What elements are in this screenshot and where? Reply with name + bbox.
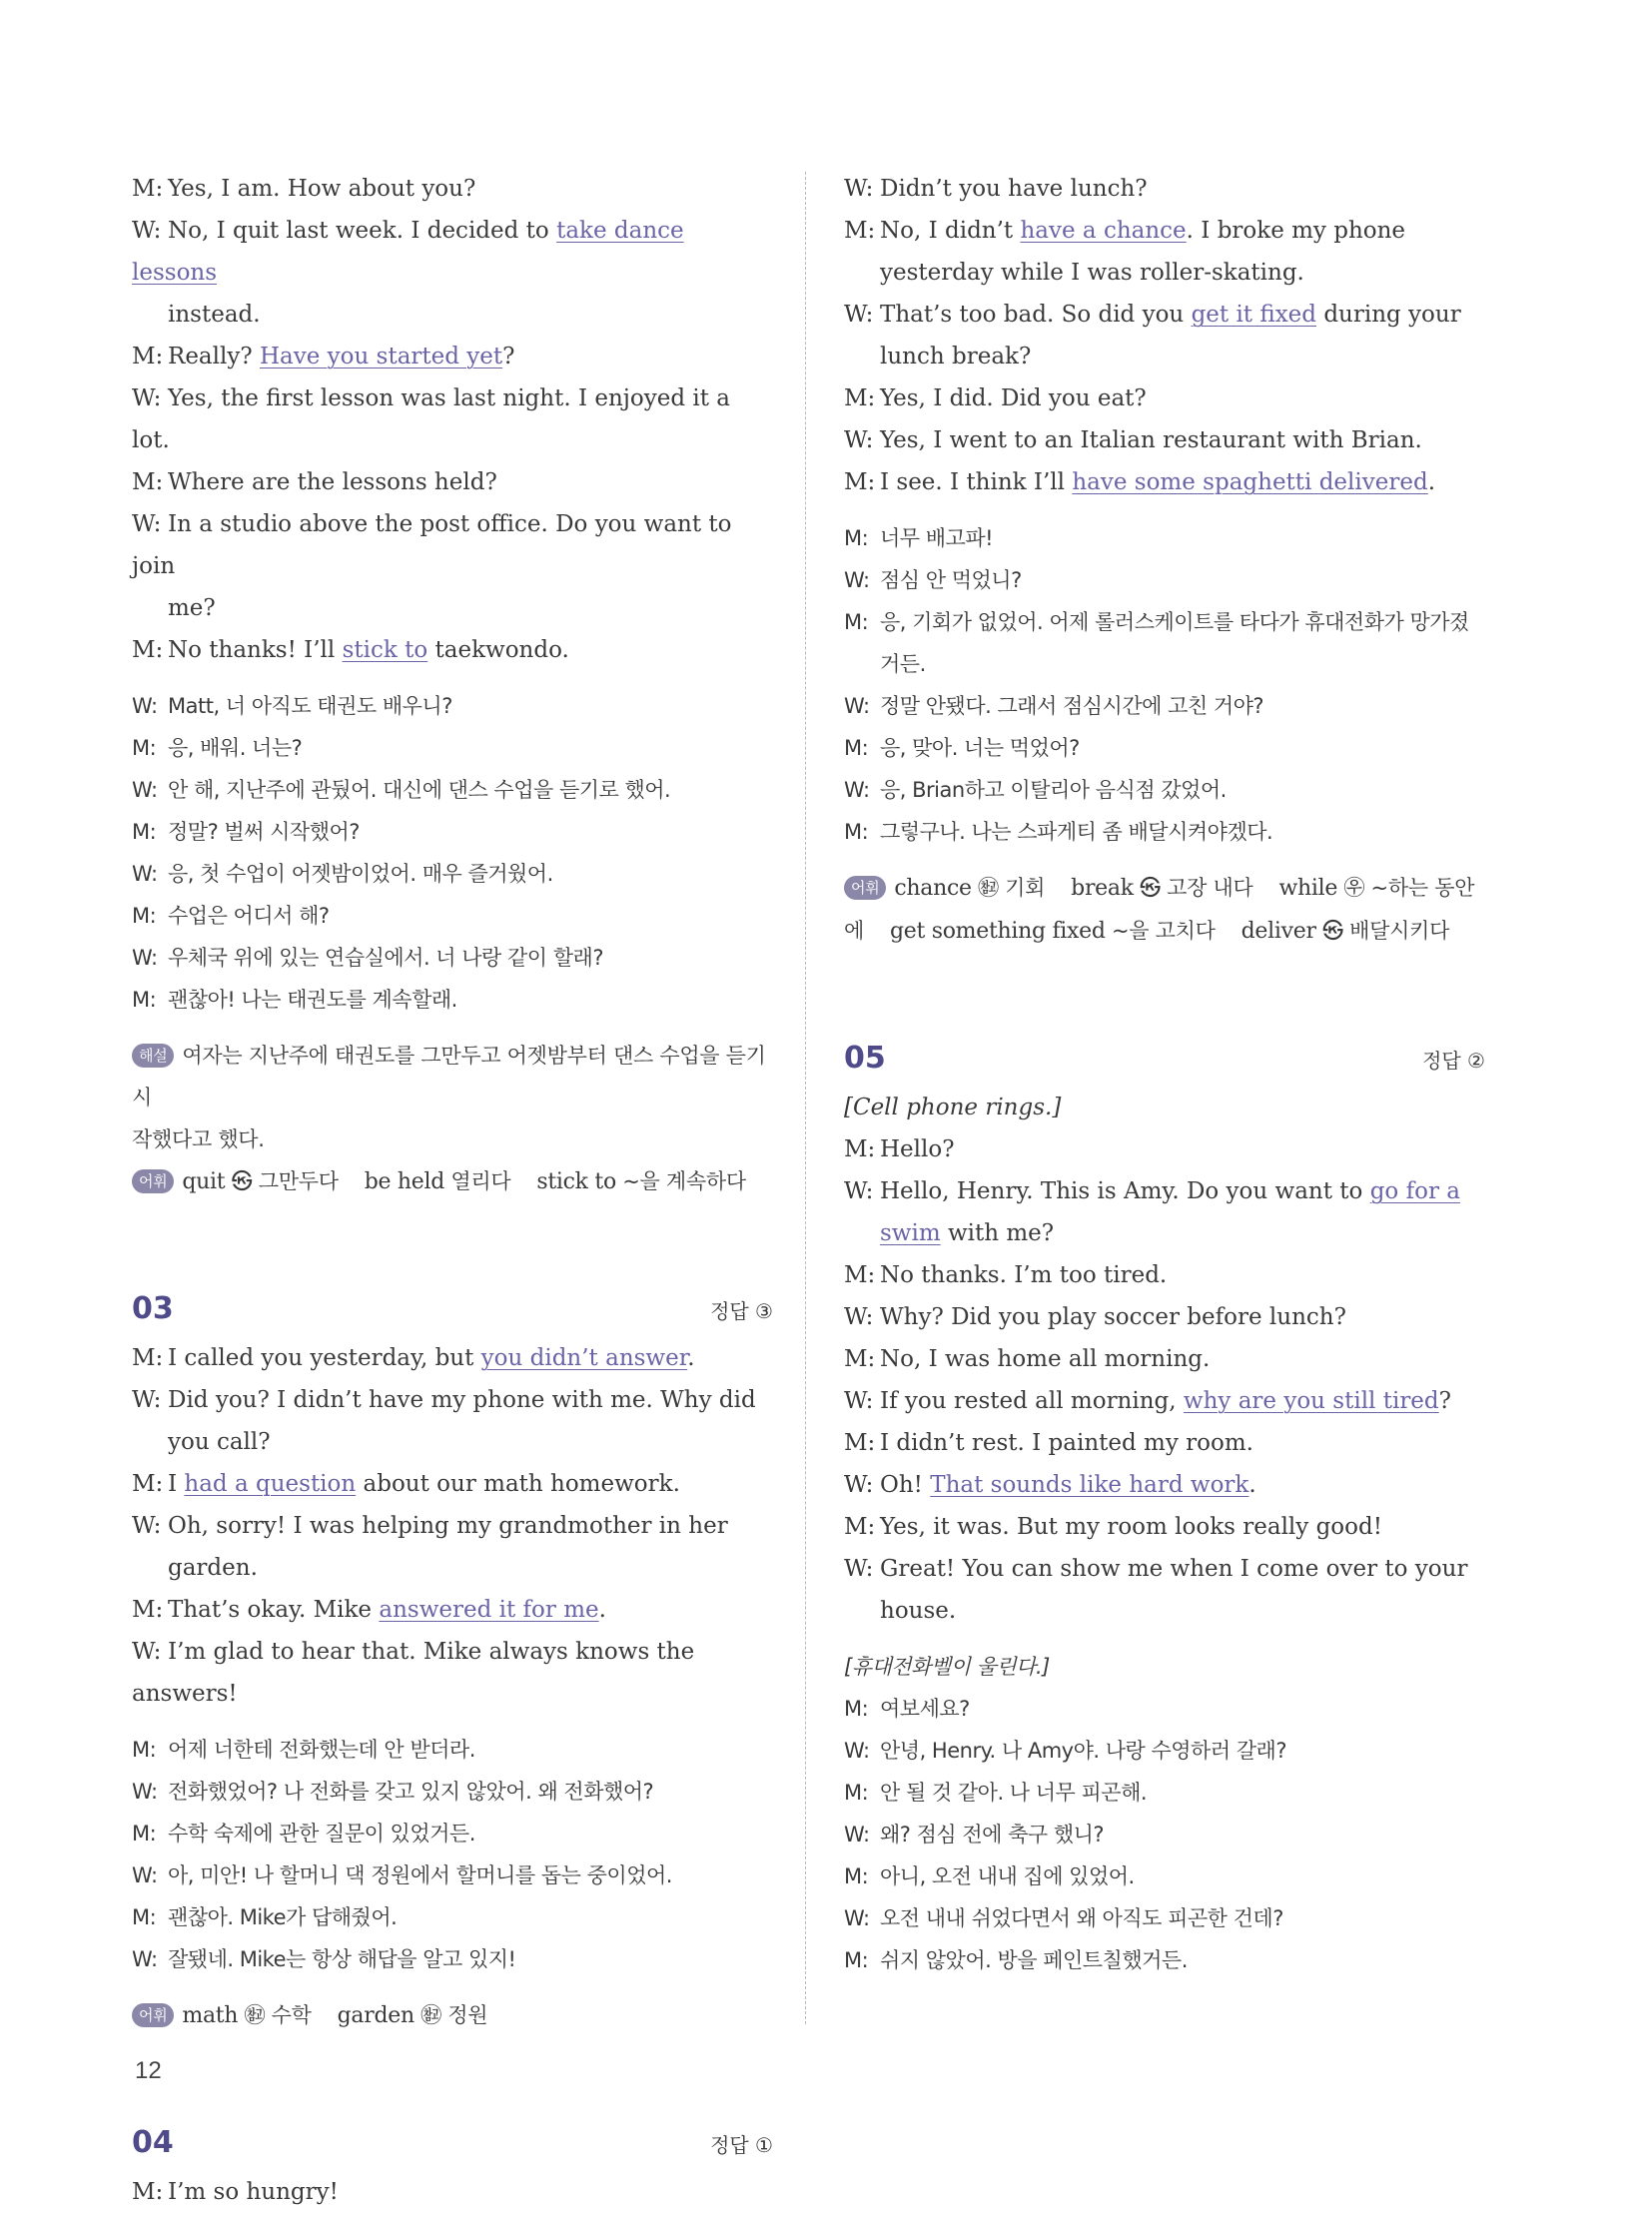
dialogue-text: 괜찮아. Mike가 답해줬어.: [168, 1905, 398, 1929]
dialogue-line: [844, 685, 1485, 727]
section-05-dialogue-en: [844, 1128, 1485, 1632]
dialogue-text: Yes, the first lesson was last night. I enjoyed it a lot.: [132, 385, 731, 453]
speaker-label: W:: [844, 778, 870, 802]
dialogue-text: 안 될 것 같아. 나 너무 피곤해.: [880, 1781, 1148, 1805]
speaker-label: W:: [844, 1178, 874, 1204]
section-04-dialogue-en: [132, 2171, 773, 2213]
dialogue-line: [844, 1170, 1485, 1212]
speaker-label: M:: [132, 1345, 164, 1371]
dialogue-text: Oh!: [880, 1472, 931, 1498]
dialogue-line: [844, 1897, 1485, 1939]
speaker-label: W:: [132, 1387, 162, 1413]
left-column: [132, 168, 773, 2213]
vocab-word: deliver: [1240, 919, 1316, 944]
underlined-phrase: stick to: [342, 637, 428, 663]
section-number: 03: [132, 1291, 174, 1326]
dialogue-line: [132, 1854, 773, 1896]
explanation-text: 여자는 지난주에 태권도를 그만두고 어젯밤부터 댄스 수업을 듣기 시: [132, 1044, 766, 1109]
dialogue-text: house.: [880, 1598, 957, 1624]
dialogue-line: [132, 811, 773, 853]
speaker-label: M:: [132, 904, 157, 928]
dialogue-line: [844, 1128, 1485, 1170]
speaker-label: M:: [844, 610, 869, 634]
speaker-label: M:: [844, 218, 876, 244]
dialogue-text: 너무 배고파!: [880, 526, 994, 550]
dialogue-line: [844, 517, 1485, 559]
dialogue-text: 오전 내내 쉬었다면서 왜 아직도 피곤한 건데?: [880, 1906, 1283, 1930]
dialogue-line: [844, 769, 1485, 811]
dialogue-line: [132, 294, 773, 336]
speaker-label: M:: [844, 1514, 876, 1540]
dialogue-text: .: [687, 1345, 695, 1371]
speaker-label: W:: [844, 1823, 870, 1846]
vocab-tag: 어휘: [844, 876, 886, 900]
speaker-label: M:: [844, 1697, 869, 1721]
speaker-label: M:: [844, 820, 869, 844]
stage-direction-ko: [휴대전화벨이 울린다.]: [844, 1655, 1050, 1679]
underlined-phrase: answered it for me: [379, 1597, 599, 1623]
dialogue-text: Didn’t you have lunch?: [880, 176, 1148, 202]
speaker-label: M:: [844, 385, 876, 411]
speaker-label: W:: [132, 1863, 158, 1887]
speaker-label: M:: [844, 1136, 876, 1162]
speaker-label: M:: [132, 736, 157, 760]
vocab-word: get something fixed: [890, 919, 1106, 944]
dialogue-text: I didn’t rest. I painted my room.: [880, 1430, 1253, 1456]
dialogue-line: [132, 1771, 773, 1813]
dialogue-text: Where are the lessons held?: [168, 469, 497, 495]
stage-direction: [Cell phone rings.]: [844, 1095, 1062, 1120]
speaker-label: M:: [132, 176, 164, 202]
dialogue-line: [844, 1590, 1485, 1632]
section-04-dialogue-en-cont: [844, 168, 1485, 503]
speaker-label: M:: [132, 1738, 157, 1762]
dialogue-line: [844, 336, 1485, 377]
dialogue-line: [844, 1688, 1485, 1730]
dialogue-text: That’s okay. Mike: [168, 1597, 380, 1623]
page-number: 12: [135, 2057, 162, 2084]
speaker-label: W:: [132, 218, 162, 244]
dialogue-line: [844, 1296, 1485, 1338]
dialogue-line: [844, 1422, 1485, 1464]
dialogue-line: [844, 559, 1485, 601]
dialogue-text: 수업은 어디서 해?: [168, 904, 330, 928]
vocab-prefix: 에: [844, 919, 864, 943]
dialogue-line: [132, 979, 773, 1021]
dialogue-line: [844, 210, 1485, 252]
vocab-word: chance: [894, 876, 972, 901]
dialogue-text: ?: [1438, 1388, 1451, 1414]
dialogue-line: [132, 727, 773, 769]
speaker-label: W:: [132, 946, 158, 970]
dialogue-line: [844, 601, 1485, 643]
dialogue-line: [132, 587, 773, 629]
dialogue-text: That’s too bad. So did you: [880, 302, 1192, 328]
dialogue-line: [132, 1463, 773, 1505]
dialogue-line: [132, 210, 773, 294]
underlined-phrase: Have you started yet: [260, 344, 503, 369]
dialogue-text: 여보세요?: [880, 1697, 970, 1721]
speaker-label: M:: [844, 526, 869, 550]
dialogue-text: Yes, I am. How about you?: [168, 176, 476, 202]
dialogue-text: No, I didn’t: [880, 218, 1021, 244]
speaker-label: M:: [844, 1781, 869, 1805]
dialogue-line: [132, 503, 773, 587]
dialogue-text: instead.: [168, 302, 261, 328]
dialogue-text: lunch break?: [880, 344, 1032, 369]
dialogue-text: Yes, I went to an Italian restaurant with Brian.: [880, 427, 1422, 453]
dialogue-text: Hello?: [880, 1136, 955, 1162]
dialogue-line: [132, 1938, 773, 1980]
vocab-meaning: ㉿ 고장 내다: [1133, 876, 1253, 900]
dialogue-line: [132, 336, 773, 377]
dialogue-line: [844, 643, 1485, 685]
dialogue-line: [132, 168, 773, 210]
dialogue-line: [844, 294, 1485, 336]
dialogue-line: [844, 1380, 1485, 1422]
speaker-label: M:: [132, 1822, 157, 1845]
dialogue-text: Oh, sorry! I was helping my grandmother in her: [168, 1513, 728, 1539]
speaker-label: W:: [132, 1947, 158, 1971]
dialogue-text: Why? Did you play soccer before lunch?: [880, 1304, 1346, 1330]
speaker-label: W:: [132, 1639, 162, 1665]
vocab-meaning: ~을 고치다: [1105, 919, 1216, 943]
speaker-label: W:: [132, 1780, 158, 1804]
dialogue-line: [132, 1421, 773, 1463]
speaker-label: W:: [844, 1739, 870, 1763]
speaker-label: M:: [132, 988, 157, 1012]
dialogue-line: [132, 1631, 773, 1715]
speaker-label: W:: [844, 1304, 874, 1330]
speaker-label: M:: [132, 1597, 164, 1623]
explanation-text-cont: 작했다고 했다.: [132, 1127, 265, 1151]
section-05-header: [844, 1033, 1485, 1085]
dialogue-line: [844, 1772, 1485, 1814]
section-03-dialogue-en: [132, 1337, 773, 1715]
dialogue-text: 응, 맞아. 너는 먹었어?: [880, 736, 1080, 760]
section-05-dialogue-ko: [844, 1688, 1485, 1981]
dialogue-line: [844, 1338, 1485, 1380]
speaker-label: M:: [132, 1471, 164, 1497]
dialogue-line: [844, 1464, 1485, 1506]
dialogue-line: [844, 1506, 1485, 1548]
dialogue-line: [132, 769, 773, 811]
dialogue-line: [132, 1729, 773, 1771]
speaker-label: W:: [844, 1906, 870, 1930]
underlined-phrase: swim: [880, 1220, 941, 1246]
dialogue-text: 안 해, 지난주에 관뒀어. 대신에 댄스 수업을 듣기로 했어.: [168, 778, 671, 802]
dialogue-text: .: [598, 1597, 606, 1623]
dialogue-text: 정말? 벌써 시작했어?: [168, 820, 360, 844]
speaker-label: M:: [844, 469, 876, 495]
dialogue-line: [132, 1379, 773, 1421]
speaker-label: M:: [132, 344, 164, 369]
dialogue-text: Yes, it was. But my room looks really good!: [880, 1514, 1382, 1540]
dialogue-text: ?: [502, 344, 515, 369]
dialogue-line: [132, 853, 773, 895]
vocab-04: [844, 867, 1485, 910]
speaker-label: W:: [132, 511, 162, 537]
speaker-label: W:: [844, 302, 874, 328]
vocab-meaning: ㉿ 배달시키다: [1315, 919, 1450, 943]
speaker-label: W:: [844, 1388, 874, 1414]
speaker-label: M:: [132, 1905, 157, 1929]
answer-label: 정답 ②: [1422, 1049, 1485, 1073]
vocab-word: quit: [182, 1169, 226, 1194]
dialogue-text: 괜찮아! 나는 태권도를 계속할래.: [168, 988, 457, 1012]
dialogue-text: Did you? I didn’t have my phone with me. Why did: [168, 1387, 756, 1413]
vocab-word: while: [1278, 876, 1338, 901]
dialogue-line: [844, 1254, 1485, 1296]
explanation-02: [132, 1035, 773, 1118]
dialogue-text: 응, 배워. 너는?: [168, 736, 303, 760]
dialogue-text: me?: [168, 595, 216, 621]
dialogue-text: 응, Brian하고 이탈리아 음식점 갔었어.: [880, 778, 1227, 802]
dialogue-line: [844, 461, 1485, 503]
speaker-label: W:: [132, 1513, 162, 1539]
dialogue-text: garden.: [168, 1555, 258, 1581]
dialogue-text: 정말 안됐다. 그래서 점심시간에 고친 거야?: [880, 694, 1264, 718]
dialogue-text: . I broke my phone: [1186, 218, 1406, 244]
section-03-dialogue-ko: [132, 1729, 773, 1980]
dialogue-text: If you rested all morning,: [880, 1388, 1184, 1414]
vocab-meaning: ㉼ 정원: [413, 2003, 488, 2027]
speaker-label: W:: [844, 694, 870, 718]
vocab-word: garden: [337, 2003, 414, 2028]
dialogue-line: [844, 168, 1485, 210]
speaker-label: W:: [132, 385, 162, 411]
vocab-meaning: ㉼ 기회: [971, 876, 1046, 900]
underlined-phrase: go for a: [1369, 1178, 1460, 1204]
vocab-tag: 어휘: [132, 1169, 174, 1193]
dialogue-line: [132, 1337, 773, 1379]
speaker-label: W:: [844, 1556, 874, 1582]
dialogue-line: [132, 461, 773, 503]
dialogue-line: [132, 377, 773, 461]
dialogue-text: 왜? 점심 전에 축구 했니?: [880, 1823, 1105, 1846]
speaker-label: M:: [844, 1864, 869, 1888]
dialogue-text: 우체국 위에 있는 연습실에서. 너 나랑 같이 할래?: [168, 946, 603, 970]
dialogue-line: [132, 2171, 773, 2213]
dialogue-text: No, I was home all morning.: [880, 1346, 1211, 1372]
speaker-label: W:: [132, 862, 158, 886]
dialogue-text: Great! You can show me when I come over to your: [880, 1556, 1468, 1582]
section-number: 04: [132, 2125, 174, 2160]
dialogue-line: [132, 1547, 773, 1589]
speaker-label: W:: [844, 568, 870, 592]
dialogue-text: 응, 기회가 없었어. 어제 롤러스케이트를 타다가 휴대전화가 망가졌: [880, 610, 1469, 634]
underlined-phrase: take dance lessons: [132, 218, 684, 286]
dialogue-text: No thanks. I’m too tired.: [880, 1262, 1168, 1288]
dialogue-text: Hello, Henry. This is Amy. Do you want to: [880, 1178, 1370, 1204]
column-divider: [805, 172, 806, 2024]
dialogue-text: Matt, 너 아직도 태권도 배우니?: [168, 694, 452, 718]
underlined-phrase: why are you still tired: [1183, 1388, 1439, 1414]
dialogue-line: [132, 1813, 773, 1854]
explanation-tag: 해설: [132, 1044, 174, 1068]
dialogue-text: 어제 너한테 전화했는데 안 받더라.: [168, 1738, 475, 1762]
dialogue-text: No thanks! I’ll: [168, 637, 343, 663]
speaker-label: M:: [132, 820, 157, 844]
vocab-04-cont: [844, 910, 1485, 953]
section-02-dialogue-ko: [132, 685, 773, 1021]
speaker-label: M:: [844, 1262, 876, 1288]
answer-label: 정답 ③: [710, 1299, 773, 1323]
dialogue-line: [132, 1896, 773, 1938]
dialogue-line: [844, 377, 1485, 419]
dialogue-text: I: [168, 1471, 185, 1497]
dialogue-text: about our math homework.: [356, 1471, 680, 1497]
dialogue-text: Yes, I did. Did you eat?: [880, 385, 1147, 411]
speaker-label: M:: [844, 1346, 876, 1372]
dialogue-line: [132, 937, 773, 979]
vocab-word: be held: [364, 1169, 445, 1194]
explanation-02-cont: [132, 1118, 773, 1160]
section-number: 05: [844, 1041, 886, 1076]
vocab-meaning: 열리다: [444, 1169, 511, 1193]
dialogue-line: [132, 1505, 773, 1547]
dialogue-text: I’m glad to hear that. Mike always knows the answers!: [132, 1639, 695, 1707]
dialogue-text: I called you yesterday, but: [168, 1345, 481, 1371]
dialogue-text: 응, 첫 수업이 어젯밤이었어. 매우 즐거웠어.: [168, 862, 553, 886]
vocab-meaning: ㉾ ~하는 동안: [1337, 876, 1475, 900]
dialogue-text: 수학 숙제에 관한 질문이 있었거든.: [168, 1822, 475, 1845]
section-03-header: [132, 1283, 773, 1335]
dialogue-line: [844, 1814, 1485, 1855]
speaker-label: M:: [132, 469, 164, 495]
section-04-dialogue-ko: [844, 517, 1485, 853]
dialogue-line: [844, 811, 1485, 853]
dialogue-text: you call?: [168, 1429, 271, 1455]
underlined-phrase: you didn’t answer: [480, 1345, 688, 1371]
answer-label: 정답 ①: [710, 2133, 773, 2157]
dialogue-text: with me?: [940, 1220, 1055, 1246]
vocab-meaning: ㉼ 수학: [238, 2003, 312, 2027]
speaker-label: W:: [132, 778, 158, 802]
dialogue-line: [132, 895, 773, 937]
dialogue-line: [844, 1730, 1485, 1772]
dialogue-line: [132, 685, 773, 727]
dialogue-text: 거든.: [880, 652, 926, 676]
vocab-meaning: ~을 계속하다: [615, 1169, 746, 1193]
dialogue-line: [844, 419, 1485, 461]
dialogue-text: I see. I think I’ll: [880, 469, 1073, 495]
dialogue-line: [844, 1939, 1485, 1981]
dialogue-text: .: [1248, 1472, 1256, 1498]
dialogue-text: during your: [1316, 302, 1461, 328]
section-02-dialogue-en: [132, 168, 773, 671]
dialogue-text: 그렇구나. 나는 스파게티 좀 배달시켜야겠다.: [880, 820, 1273, 844]
dialogue-text: I’m so hungry!: [168, 2179, 339, 2205]
dialogue-line: [132, 629, 773, 671]
dialogue-text: 점심 안 먹었니?: [880, 568, 1022, 592]
dialogue-text: In a studio above the post office. Do you want to join: [132, 511, 732, 579]
dialogue-line: [844, 1548, 1485, 1590]
vocab-word: stick to: [536, 1169, 616, 1194]
dialogue-text: No, I quit last week. I decided to: [168, 218, 557, 244]
speaker-label: M:: [132, 2179, 164, 2205]
dialogue-text: yesterday while I was roller-skating.: [880, 260, 1304, 286]
right-column: [844, 168, 1485, 1981]
dialogue-text: 쉬지 않았어. 방을 페인트칠했거든.: [880, 1948, 1188, 1972]
dialogue-line: [844, 1212, 1485, 1254]
dialogue-text: 아, 미안! 나 할머니 댁 정원에서 할머니를 돕는 중이었어.: [168, 1863, 672, 1887]
vocab-word: break: [1071, 876, 1134, 901]
dialogue-text: 아니, 오전 내내 집에 있었어.: [880, 1864, 1135, 1888]
vocab-03: [132, 1994, 773, 2037]
dialogue-line: [844, 1855, 1485, 1897]
dialogue-text: taekwondo.: [427, 637, 569, 663]
vocab-tag: 어휘: [132, 2003, 174, 2027]
speaker-label: W:: [844, 1472, 874, 1498]
underlined-phrase: have some spaghetti delivered: [1072, 469, 1428, 495]
speaker-label: M:: [844, 1948, 869, 1972]
speaker-label: W:: [132, 694, 158, 718]
underlined-phrase: have a chance: [1020, 218, 1187, 244]
dialogue-text: Really?: [168, 344, 260, 369]
dialogue-line: [844, 727, 1485, 769]
dialogue-line: [132, 1589, 773, 1631]
speaker-label: W:: [844, 176, 874, 202]
vocab-word: math: [182, 2003, 239, 2028]
dialogue-line: [844, 252, 1485, 294]
speaker-label: W:: [844, 427, 874, 453]
dialogue-text: 전화했었어? 나 전화를 갖고 있지 않았어. 왜 전화했어?: [168, 1780, 654, 1804]
dialogue-text: 잘됐네. Mike는 항상 해답을 알고 있지!: [168, 1947, 516, 1971]
vocab-02: [132, 1160, 773, 1203]
speaker-label: M:: [844, 1430, 876, 1456]
underlined-phrase: get it fixed: [1191, 302, 1317, 328]
speaker-label: M:: [132, 637, 164, 663]
dialogue-text: .: [1427, 469, 1435, 495]
underlined-phrase: That sounds like hard work: [930, 1472, 1249, 1498]
speaker-label: M:: [844, 736, 869, 760]
dialogue-text: 안녕, Henry. 나 Amy야. 나랑 수영하러 갈래?: [880, 1739, 1286, 1763]
section-04-header: [132, 2117, 773, 2169]
vocab-meaning: ㉿ 그만두다: [225, 1169, 339, 1193]
underlined-phrase: had a question: [184, 1471, 357, 1497]
